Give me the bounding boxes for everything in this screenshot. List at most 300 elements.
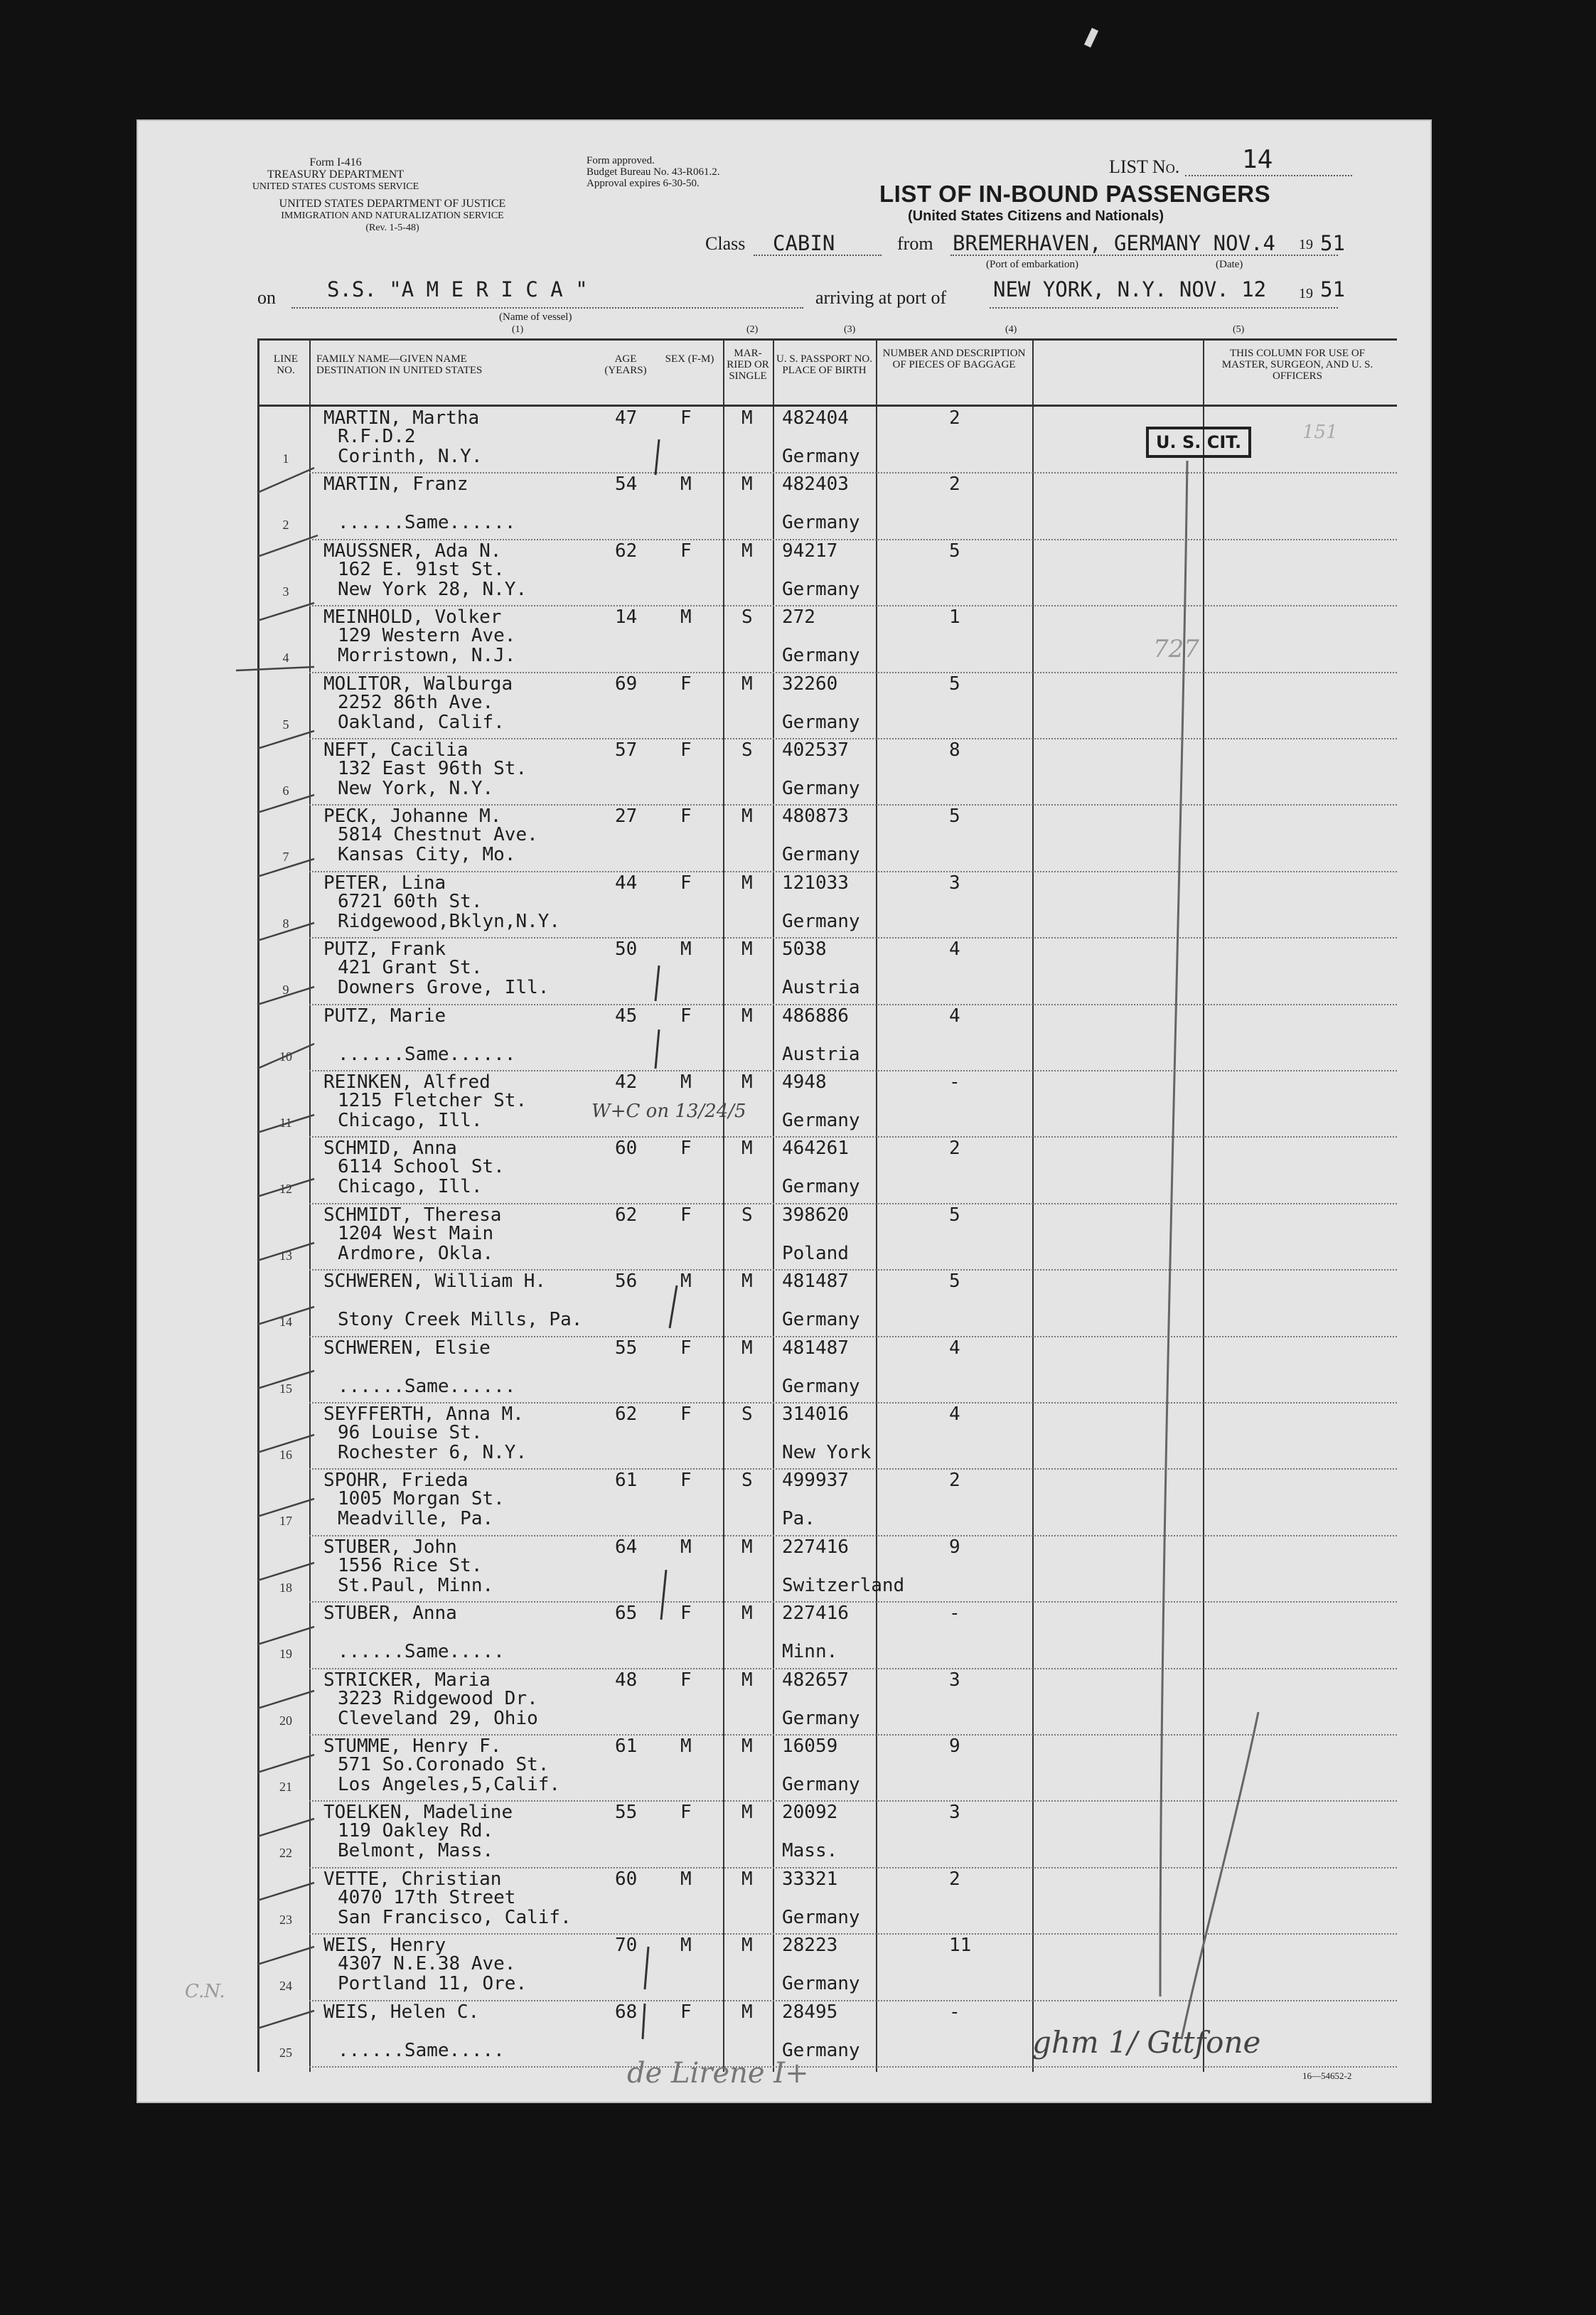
destination-city: Chicago, Ill. [338,1110,483,1131]
line-number: 11 [279,1116,292,1130]
destination-city: Belmont, Mass. [338,1840,494,1862]
age: 50 [615,939,638,961]
header-name: FAMILY NAME—GIVEN NAME DESTINATION IN UNITED STATES [316,353,483,376]
baggage-count: 4 [949,1404,960,1425]
passenger-name: MARTIN, Franz [323,474,468,496]
passenger-name: NEFT, Cacilia [323,739,468,761]
arriving-rule [990,307,1338,309]
marital-status: M [741,407,753,429]
destination-city: ......Same..... [338,2039,505,2061]
age: 62 [615,1404,638,1425]
passport-number: 499937 [782,1470,849,1492]
marital-status: M [741,1138,753,1160]
marital-status: M [741,1868,753,1890]
footer-code: 16—54652-2 [1302,2070,1352,2081]
vessel-name: S.S. "A M E R I C A " [327,277,588,301]
age: 56 [615,1271,638,1293]
sex: F [680,407,692,429]
approval-expires: Approval expires 6-30-50. [587,178,700,189]
sex: F [680,806,692,828]
passport-number: 16059 [782,1736,838,1757]
sex: F [680,1470,692,1492]
marital-status: S [741,1470,753,1492]
sex: F [680,739,692,761]
marital-status: M [741,1005,753,1027]
baggage-count: 2 [949,1868,960,1890]
passenger-name: PUTZ, Marie [323,1005,446,1027]
place-of-birth: Germany [782,1973,860,1995]
passport-number: 33321 [782,1868,838,1890]
destination-city: ......Same...... [338,512,516,534]
marital-status: M [741,2001,753,2023]
baggage-count: 9 [949,1736,960,1757]
baggage-count: 2 [949,1138,960,1160]
age: 55 [615,1337,638,1359]
sex: M [680,1736,692,1757]
passport-number: 482403 [782,474,849,496]
column-number: (5) [1233,324,1245,335]
destination-city: Corinth, N.Y. [338,446,483,467]
place-of-birth: Germany [782,910,860,932]
line-number: 9 [282,983,289,998]
marital-status: M [741,1271,753,1293]
place-of-birth: Germany [782,1774,860,1795]
marital-status: M [741,474,753,496]
destination-city: Ardmore, Okla. [338,1242,494,1264]
marital-status: M [741,1603,753,1625]
marital-status: M [741,1802,753,1824]
line-number: 12 [279,1182,292,1197]
baggage-count: 3 [949,872,960,894]
age: 62 [615,540,638,562]
line-number: 14 [279,1315,292,1330]
destination-street: 6721 60th St. [338,890,483,912]
baggage-count: 8 [949,739,960,761]
baggage-count: - [949,1071,960,1093]
destination-city: Rochester 6, N.Y. [338,1442,527,1463]
table-row [259,1402,1397,1467]
destination-street: 6114 School St. [338,1156,505,1178]
passport-number: 227416 [782,1536,849,1558]
line-number: 20 [279,1713,292,1728]
passport-number: 480873 [782,806,849,828]
age: 54 [615,474,638,496]
passport-number: 121033 [782,872,849,894]
from-value: BREMERHAVEN, GERMANY NOV.4 [953,231,1275,255]
line-number: 6 [282,784,289,798]
baggage-count: 11 [949,1935,972,1957]
reinken-note: W+C on 13/24/5 [591,1101,746,1122]
baggage-count: 5 [949,806,960,828]
destination-city: New York 28, N.Y. [338,578,527,600]
place-of-birth: Germany [782,1707,860,1729]
age: 68 [615,2001,638,2023]
destination-city: Ridgewood,Bklyn,N.Y. [338,910,561,932]
destination-city: Morristown, N.J. [338,645,516,667]
table-row [259,1070,1397,1135]
passport-number: 5038 [782,939,827,961]
table-row [259,871,1397,936]
passenger-name: REINKEN, Alfred [323,1071,491,1093]
column-number: (2) [746,324,759,335]
table-row [259,937,1397,1003]
on-label: on [257,287,276,308]
table-row [259,1933,1397,1999]
revision: (Rev. 1-5-48) [365,223,419,233]
age: 69 [615,673,638,695]
sex: F [680,2001,692,2023]
list-number: 14 [1242,145,1273,174]
table-row [259,1468,1397,1534]
passenger-name: STUBER, John [323,1536,457,1558]
header-baggage: NUMBER AND DESCRIPTION OF PIECES OF BAGGAGE [882,348,1026,370]
form-approved: Form approved. [587,155,655,166]
place-of-birth: Germany [782,1309,860,1331]
table-row [259,1336,1397,1401]
sex: M [680,1935,692,1957]
arriving-label: arriving at port of [815,287,947,308]
baggage-count: 1 [949,606,960,629]
table-row [259,804,1397,870]
destination-city: Meadville, Pa. [338,1508,494,1530]
place-of-birth: Minn. [782,1641,838,1663]
sex: F [680,1204,692,1226]
vessel-rule [291,307,803,309]
passport-number: 28223 [782,1935,838,1957]
age: 62 [615,1204,638,1226]
place-of-birth: Germany [782,2039,860,2061]
passport-number: 482404 [782,407,849,429]
destination-street: 2252 86th Ave. [338,691,494,713]
place-of-birth: Germany [782,1176,860,1198]
passenger-name: SCHWEREN, William H. [323,1271,547,1293]
line-number: 1 [282,451,289,466]
table-row [259,539,1397,604]
margin-note-151: 151 [1302,422,1338,443]
place-of-birth: Germany [782,1375,860,1397]
age: 60 [615,1138,638,1160]
destination-street: 3223 Ridgewood Dr. [338,1687,538,1709]
destination-city: Kansas City, Mo. [338,844,516,866]
age: 60 [615,1868,638,1890]
sex: M [680,1071,692,1093]
age: 65 [615,1603,638,1625]
from-year: 51 [1320,231,1345,255]
destination-street: 5814 Chestnut Ave. [338,824,538,846]
sex: M [680,939,692,961]
passport-number: 402537 [782,739,849,761]
destination-street: 132 East 96th St. [338,758,527,779]
marital-status: M [741,1669,753,1691]
marital-status: M [741,1736,753,1757]
place-of-birth: Germany [782,711,860,733]
passport-number: 94217 [782,540,838,562]
place-of-birth: Germany [782,645,860,667]
baggage-count: 5 [949,673,960,695]
line-number: 4 [282,651,289,665]
destination-city: Cleveland 29, Ohio [338,1707,538,1729]
arriving-port: NEW YORK, N.Y. NOV. 12 [993,277,1267,301]
header-line-no: LINE NO. [273,353,299,376]
marital-status: M [741,540,753,562]
treasury-dept: TREASURY DEPARTMENT [267,169,405,181]
line-number: 2 [282,518,289,533]
marital-status: M [741,806,753,828]
table-row [259,1734,1397,1800]
column-number: (1) [512,324,524,335]
passenger-name: STUBER, Anna [323,1603,457,1625]
age: 14 [615,606,638,629]
age: 61 [615,1736,638,1757]
age: 45 [615,1005,638,1027]
page-subtitle: (United States Citizens and Nationals) [908,208,1164,224]
from-label: from [897,233,933,254]
destination-street: 4070 17th Street [338,1886,516,1908]
passenger-name: SPOHR, Frieda [323,1470,468,1492]
table-row [259,1269,1397,1335]
sex: M [680,474,692,496]
table-row [259,672,1397,737]
approval-block [587,155,719,189]
passport-number: 481487 [782,1271,849,1293]
destination-street: R.F.D.2 [338,426,416,447]
passenger-name: SEYFFERTH, Anna M. [323,1404,524,1425]
passenger-name: PECK, Johanne M. [323,806,502,828]
baggage-count: 2 [949,407,960,429]
line-number: 24 [279,1979,292,1994]
marital-status: M [741,1337,753,1359]
destination-city: ......Same...... [338,1043,516,1065]
place-of-birth: Germany [782,1906,860,1928]
class-value: CABIN [773,231,835,255]
passport-number: 4948 [782,1071,827,1093]
age: 55 [615,1802,638,1824]
passport-number: 28495 [782,2001,838,2023]
line-number: 21 [279,1780,292,1794]
vessel-caption: (Name of vessel) [499,311,572,323]
baggage-count: 9 [949,1536,960,1558]
marital-status: M [741,1935,753,1957]
age: 48 [615,1669,638,1691]
header-married: MAR- RIED OR SINGLE [727,348,769,382]
margin-note-727: 727 [1153,635,1199,663]
marital-status: S [741,1204,753,1226]
header-passport: U. S. PASSPORT NO. PLACE OF BIRTH [776,353,872,376]
age: 61 [615,1470,638,1492]
destination-city: San Francisco, Calif. [338,1906,572,1928]
port-embarkation-caption: (Port of embarkation) [986,259,1078,270]
table-row [259,738,1397,803]
place-of-birth: New York [782,1442,872,1463]
destination-street: 162 E. 91st St. [338,558,505,580]
table-row [259,1601,1397,1667]
baggage-count: 3 [949,1802,960,1824]
date-caption: (Date) [1216,259,1243,270]
passenger-name: MEINHOLD, Volker [323,606,502,629]
marital-status: M [741,673,753,695]
marital-status: M [741,872,753,894]
destination-street: 1556 Rice St. [338,1554,483,1576]
passport-number: 20092 [782,1802,838,1824]
destination-city: New York, N.Y. [338,778,494,799]
sex: F [680,673,692,695]
passenger-table [257,338,1397,2072]
passenger-name: SCHWEREN, Elsie [323,1337,491,1359]
passenger-name: STRICKER, Maria [323,1669,491,1691]
line-number: 18 [279,1580,292,1595]
arrival-year-prefix: 19 [1299,286,1313,301]
bottom-right-signature: ghm 1/ Gttfone [1032,2025,1261,2060]
sex: M [680,606,692,629]
table-row [259,1535,1397,1600]
left-margin-note: C.N. [185,1981,225,2002]
passenger-name: SCHMID, Anna [323,1138,457,1160]
baggage-count: 2 [949,1470,960,1492]
marital-status: S [741,1404,753,1425]
place-of-birth: Mass. [782,1840,838,1862]
destination-city: Portland 11, Ore. [338,1973,527,1995]
marital-status: M [741,1536,753,1558]
budget-bureau: Budget Bureau No. 43-R061.2. [587,166,720,178]
destination-street: 1215 Fletcher St. [338,1090,527,1111]
passport-number: 398620 [782,1204,849,1226]
passenger-name: MAUSSNER, Ada N. [323,540,502,562]
sex: F [680,1669,692,1691]
baggage-count: 5 [949,1204,960,1226]
passport-number: 272 [782,606,815,629]
ins-service: IMMIGRATION AND NATURALIZATION SERVICE [281,210,504,221]
passenger-manifest-page [136,119,1432,2103]
sex: F [680,1337,692,1359]
form-id-block [243,156,428,193]
table-row [259,1867,1397,1932]
baggage-count: 5 [949,540,960,562]
line-number: 22 [279,1846,292,1861]
header-officers: THIS COLUMN FOR USE OF MASTER, SURGEON, AND U. S. OFFICERS [1221,348,1373,382]
baggage-count: 2 [949,474,960,496]
age: 64 [615,1536,638,1558]
destination-street: 1005 Morgan St. [338,1488,505,1510]
table-row [259,1004,1397,1069]
age: 42 [615,1071,638,1093]
passenger-name: SCHMIDT, Theresa [323,1204,502,1226]
table-row [259,1800,1397,1866]
header-age: AGE (YEARS) [604,353,647,376]
destination-street: 96 Louise St. [338,1422,483,1443]
marital-status: M [741,939,753,961]
destination-city: Stony Creek Mills, Pa. [338,1309,583,1331]
list-number-rule [1185,175,1352,176]
place-of-birth: Pa. [782,1508,815,1530]
line-number: 8 [282,916,289,931]
destination-city: Los Angeles,5,Calif. [338,1774,561,1795]
sex: F [680,1404,692,1425]
place-of-birth: Poland [782,1242,849,1264]
baggage-count: 5 [949,1271,960,1293]
place-of-birth: Switzerland [782,1574,905,1596]
place-of-birth: Austria [782,977,860,999]
passport-number: 482657 [782,1669,849,1691]
sex: F [680,1005,692,1027]
place-of-birth: Germany [782,512,860,534]
passenger-name: MARTIN, Martha [323,407,480,429]
line-number: 25 [279,2045,292,2060]
baggage-count: - [949,1603,960,1625]
destination-city: St.Paul, Minn. [338,1574,494,1596]
marital-status: S [741,739,753,761]
destination-street: 4307 N.E.38 Ave. [338,1953,516,1975]
marital-status: M [741,1071,753,1093]
table-row [259,1136,1397,1202]
age: 70 [615,1935,638,1957]
sex: M [680,1868,692,1890]
place-of-birth: Germany [782,1110,860,1131]
passenger-name: PUTZ, Frank [323,939,446,961]
baggage-count: 4 [949,939,960,961]
destination-city: ......Same..... [338,1641,505,1663]
passenger-name: STUMME, Henry F. [323,1736,502,1757]
customs-service: UNITED STATES CUSTOMS SERVICE [252,181,419,192]
passenger-name: PETER, Lina [323,872,446,894]
line-number: 15 [279,1381,292,1396]
age: 57 [615,739,638,761]
passport-number: 481487 [782,1337,849,1359]
destination-street: 571 So.Coronado St. [338,1754,550,1775]
sex: M [680,1271,692,1293]
form-number: Form I-416 [309,156,362,169]
line-number: 16 [279,1448,292,1462]
passport-number: 464261 [782,1138,849,1160]
destination-city: ......Same...... [338,1375,516,1397]
line-number: 5 [282,717,289,732]
passport-number: 314016 [782,1404,849,1425]
passenger-name: WEIS, Helen C. [323,2001,480,2023]
sex: M [680,1536,692,1558]
destination-street: 119 Oakley Rd. [338,1820,494,1842]
baggage-count: 4 [949,1005,960,1027]
place-of-birth: Germany [782,844,860,866]
us-citizen-stamp: U. S. CIT. [1146,427,1251,458]
table-row [259,1203,1397,1268]
age: 44 [615,872,638,894]
destination-street: 421 Grant St. [338,957,483,979]
marital-status: S [741,606,753,629]
line-number: 19 [279,1647,292,1662]
destination-city: Downers Grove, Ill. [338,977,550,999]
table-row [259,472,1397,538]
place-of-birth: Germany [782,578,860,600]
baggage-count: 3 [949,1669,960,1691]
line-number: 10 [279,1049,292,1064]
justice-block [254,198,531,234]
column-number: (4) [1005,324,1017,335]
passenger-name: VETTE, Christian [323,1868,502,1890]
column-number: (3) [844,324,856,335]
page-title: LIST OF IN-BOUND PASSENGERS [879,181,1271,207]
list-number-label: LIST No. [1109,156,1180,177]
table-row [259,605,1397,670]
sex: F [680,1138,692,1160]
header-sex: SEX (F-M) [665,353,714,365]
line-number: 13 [279,1248,292,1263]
baggage-count: 4 [949,1337,960,1359]
destination-street: 1204 West Main [338,1222,494,1244]
passport-number: 227416 [782,1603,849,1625]
passenger-name: TOELKEN, Madeline [323,1802,513,1824]
passenger-name: MOLITOR, Walburga [323,673,513,695]
passport-number: 32260 [782,673,838,695]
place-of-birth: Austria [782,1043,860,1065]
